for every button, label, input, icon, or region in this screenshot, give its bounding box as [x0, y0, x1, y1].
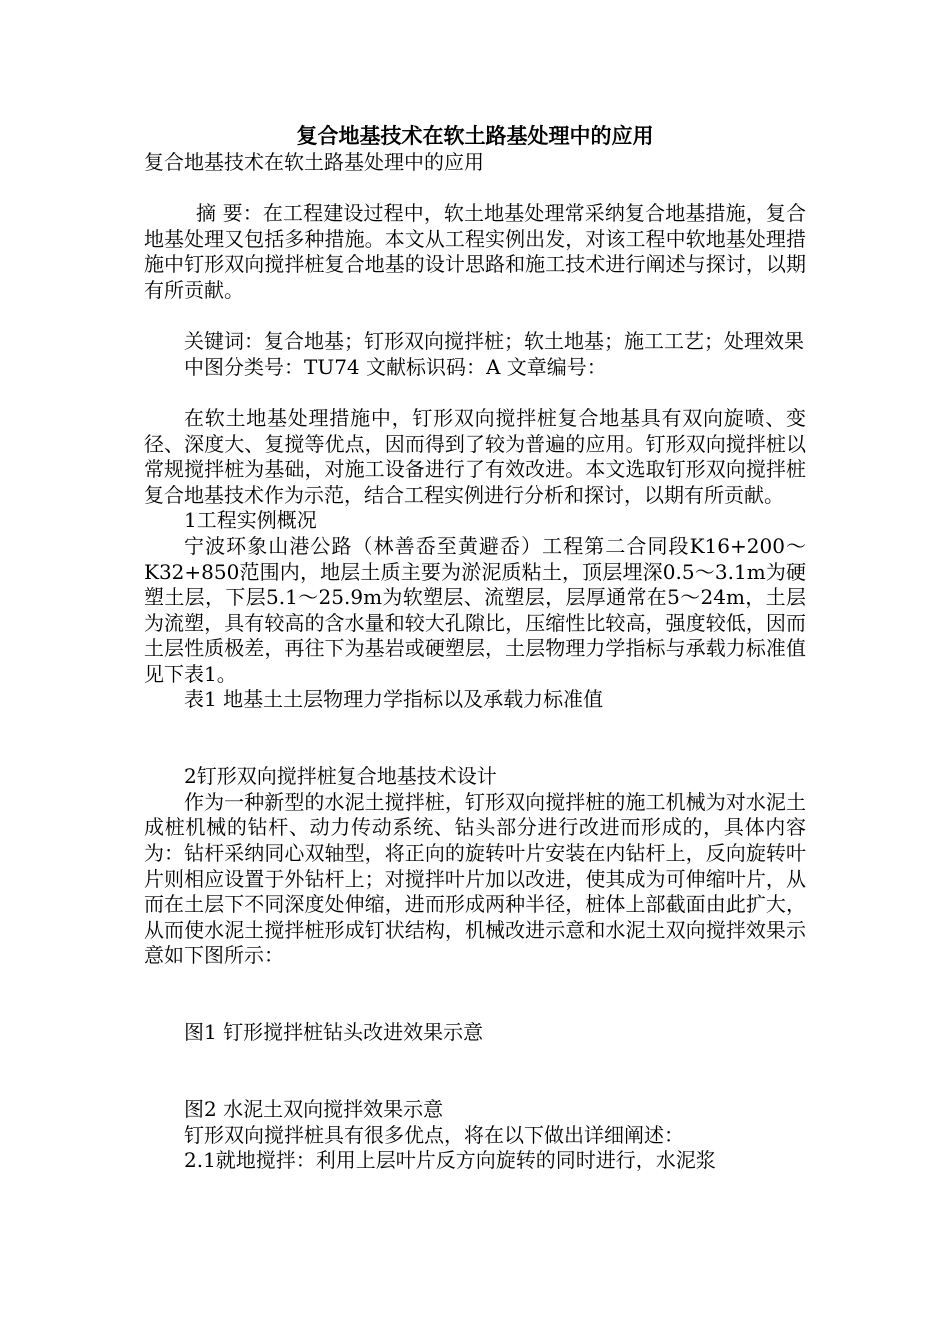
section-1-heading: 1工程实例概况	[184, 508, 317, 533]
abstract-paragraph: 摘 要：在工程建设过程中，软土地基处理常采纳复合地基措施，复合地基处理又包括多种措施。本文从工程实例出发，对该工程中软地基处理措施中钉形双向搅拌桩复合地基的设计思路和施工技术进行阐述与探讨，以期有所贡献。	[144, 201, 806, 302]
document-subtitle: 复合地基技术在软土路基处理中的应用	[144, 150, 484, 174]
classification-line: 中图分类号：TU74 文献标识码：A 文章编号：	[184, 354, 607, 379]
figure-1-caption: 图1 钉形搅拌桩钻头改进效果示意	[184, 1020, 484, 1045]
intro-paragraph: 在软土地基处理措施中，钉形双向搅拌桩复合地基具有双向旋喷、变径、深度大、复搅等优点，因而得到了较为普遍的应用。钉形双向搅拌桩以常规搅拌桩为基础，对施工设备进行了有效改进。本文选取钉形双向搅拌桩复合地基技术作为示范，结合工程实例进行分析和探讨，以期有所贡献。	[144, 405, 806, 507]
section-1-paragraph: 宁波环象山港公路（林善岙至黄避岙）工程第二合同段K16+200～K32+850范围内，地层土质主要为淤泥质粘土，顶层埋深0.5～3.1m为硬塑土层，下层5.1～25.9m为软塑层、流塑层，层厚通常在5～24m，土层为流塑，具有较高的含水量和较大孔隙比，压缩性比较高，强度较低，因而土层性质极差，再往下为基岩或硬塑层，土层物理力学指标与承载力标准值见下表1。	[144, 533, 806, 686]
advantages-line: 钉形双向搅拌桩具有很多优点，将在以下做出详细阐述：	[184, 1122, 684, 1147]
document-body	[144, 150, 806, 1174]
keywords-paragraph: 关键词：复合地基；钉形双向搅拌桩；软土地基；施工工艺；处理效果	[184, 329, 804, 354]
table-1-caption: 表1 地基土土层物理力学指标以及承载力标准值	[184, 687, 604, 712]
section-2-paragraph: 作为一种新型的水泥土搅拌桩，钉形双向搅拌桩的施工机械为对水泥土成桩机械的钻杆、动力传动系统、钻头部分进行改进而形成的，具体内容为：钻杆采纳同心双轴型，将正向的旋转叶片安装在内钻杆上，反向旋转叶片则相应设置于外钻杆上；对搅拌叶片加以改进，使其成为可伸缩叶片，从而在土层下不同深度处伸缩，进而形成两种半径，桩体上部截面由此扩大，从而使水泥土搅拌桩形成钉状结构，机械改进示意和水泥土双向搅拌效果示意如下图所示：	[144, 789, 806, 968]
section-2-1-paragraph: 2.1就地搅拌：利用上层叶片反方向旋转的同时进行，水泥浆	[184, 1148, 716, 1173]
figure-2-caption: 图2 水泥土双向搅拌效果示意	[184, 1096, 444, 1121]
section-2-heading: 2钉形双向搅拌桩复合地基技术设计	[184, 764, 497, 789]
document-title: 复合地基技术在软土路基处理中的应用	[296, 123, 654, 148]
